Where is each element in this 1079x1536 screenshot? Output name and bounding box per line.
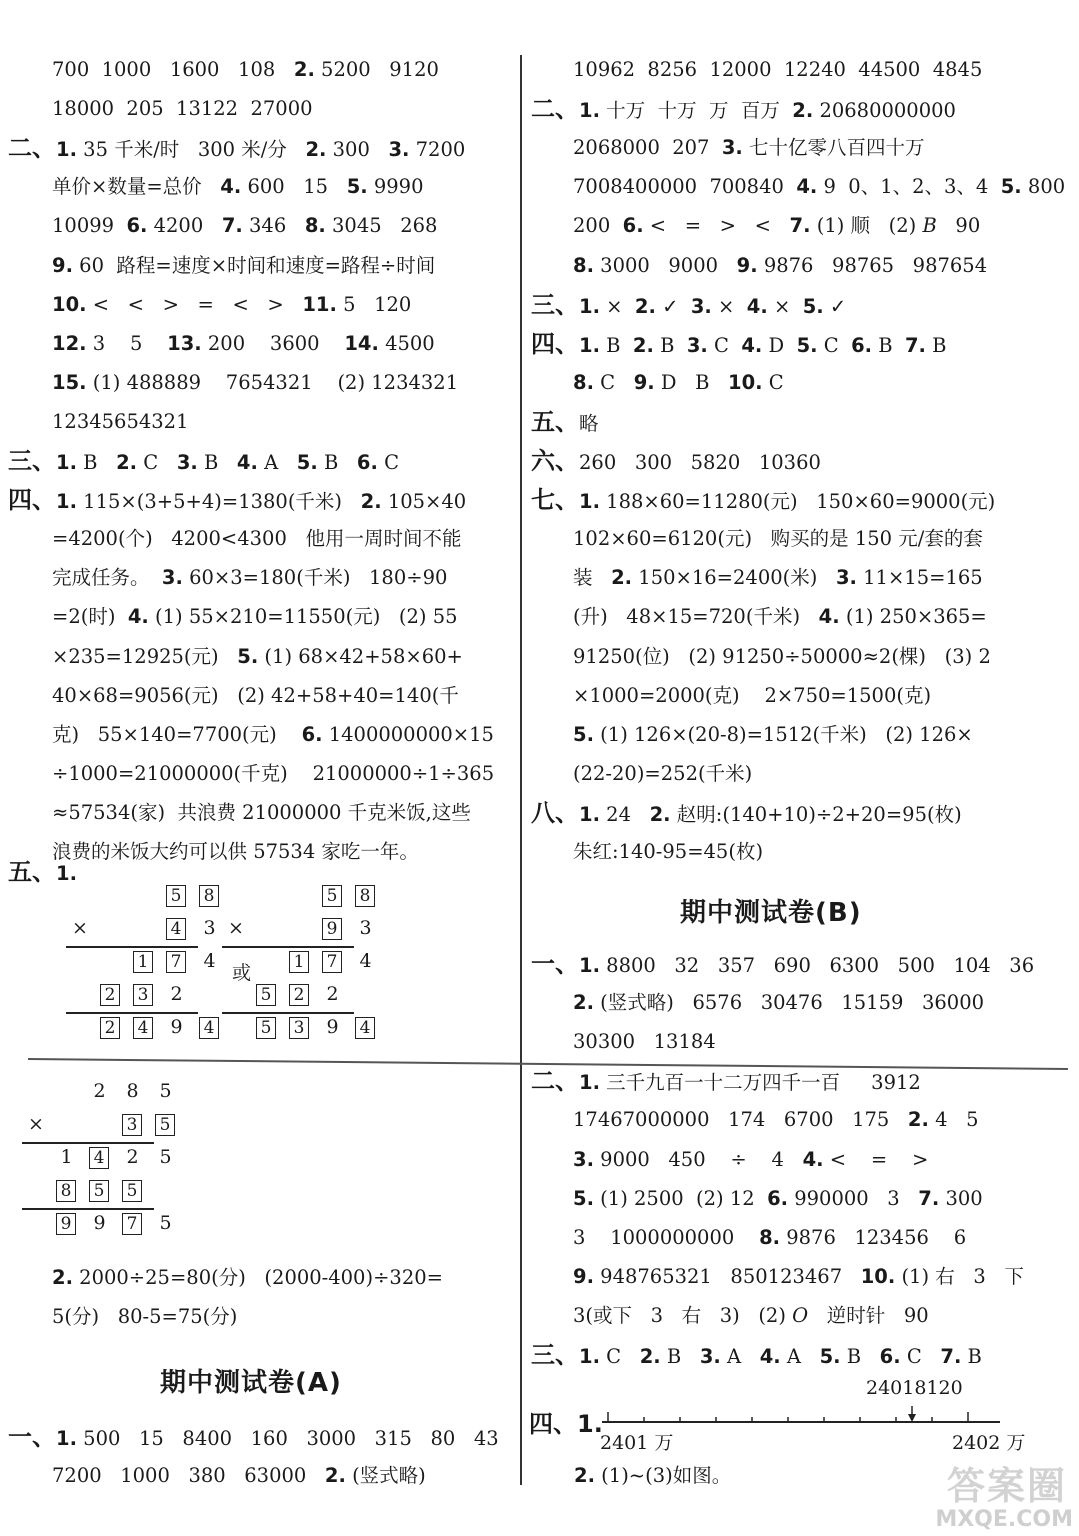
answer-line: 3(或下 3 右 3) (2) O 逆时针 90 [573, 1303, 929, 1327]
answer-box-digit: 3 [133, 983, 153, 1006]
multiplication-rule [222, 1012, 354, 1014]
answer-line: (升) 48×15=720(千米) 4. (1) 250×365= [573, 605, 987, 629]
answer-line: 完成任务。 3. 60×3=180(千米) 180÷90 [52, 566, 448, 590]
answer-box-digit: 4 [166, 917, 186, 940]
answer-box-digit: 9 [322, 917, 342, 940]
answer-box-digit: 7 [122, 1212, 142, 1235]
answer-box-digit: 2 [100, 1016, 120, 1039]
answer-box-digit: 4 [89, 1146, 109, 1169]
answer-line: ≈57534(家) 共浪费 21000000 千克米饭,这些 [52, 800, 471, 824]
answer-line: 三、1. × 2. ✓ 3. × 4. × 5. ✓ [531, 290, 847, 319]
answer-line: 一、1. 500 15 8400 160 3000 315 80 43 [8, 1423, 499, 1451]
watermark-logo: 答案圈 [946, 1464, 1067, 1508]
answer-line: ×1000=2000(克) 2×750=1500(克) [573, 683, 932, 707]
answer-line: 700 1000 1600 108 2. 5200 9120 [52, 58, 439, 81]
answer-box-digit: 4 [199, 1016, 219, 1039]
digit: 4 [203, 950, 216, 972]
answer-line: 六、260 300 5820 10360 [531, 447, 821, 475]
answer-line: 五、略 [531, 407, 599, 436]
digit: 9 [326, 1016, 339, 1038]
answer-line: 二、1. 35 千米/时 300 米/分 2. 300 3. 7200 [8, 134, 466, 163]
answer-box-digit: 5 [89, 1179, 109, 1202]
answer-line: 三、1. B 2. C 3. B 4. A 5. B 6. C [8, 447, 400, 475]
answer-line: 200 6. < = > < 7. (1) 顺 (2) B 90 [573, 214, 981, 238]
answer-line: 9. 60 路程=速度×时间和速度=路程÷时间 [52, 253, 436, 277]
answer-line: 15. (1) 488889 7654321 (2) 1234321 [52, 370, 459, 394]
number-line-right-label: 2402 万 [952, 1432, 1026, 1454]
answer-box-digit: 8 [199, 884, 219, 907]
number-line-section: 四、1. [529, 1410, 603, 1438]
answer-line: 朱红:140-95=45(枚) [573, 840, 764, 863]
answer-line: 四、1. 115×(3+5+4)=1380(千米) 2. 105×40 [8, 486, 467, 515]
answer-line: 8. 3000 9000 9. 9876 98765 987654 [573, 253, 988, 277]
answer-box-digit: 5 [166, 884, 186, 907]
digit: 3 [359, 917, 372, 939]
answer-box-digit: 9 [56, 1212, 76, 1235]
answer-line: 5(分) 80-5=75(分) [52, 1305, 238, 1328]
digit: 2 [126, 1146, 139, 1168]
digit: 9 [93, 1212, 106, 1234]
answer-line: 30300 13184 [573, 1030, 716, 1054]
answer-box-digit: 8 [56, 1179, 76, 1202]
answer-box-digit: 2 [100, 983, 120, 1006]
answer-box-digit: 1 [133, 950, 153, 973]
or-label: 或 [232, 962, 252, 984]
heading-midterm-a: 期中测试卷(A) [160, 1368, 342, 1398]
answer-line: =2(时) 4. (1) 55×210=11550(元) (2) 55 [52, 605, 458, 629]
digit: 2 [326, 983, 339, 1005]
answer-box-digit: 3 [122, 1113, 142, 1136]
answer-line: =4200(个) 4200<4300 他用一周时间不能 [52, 527, 462, 551]
answer-box-digit: 5 [256, 983, 276, 1006]
multiplication-rule [22, 1142, 154, 1144]
answer-line: 装 2. 150×16=2400(米) 3. 11×15=165 [573, 566, 983, 590]
answer-line-last: 2. (1)~(3)如图。 [574, 1464, 732, 1487]
answer-line: (22-20)=252(千米) [573, 761, 753, 785]
answer-line: 克) 55×140=7700(元) 6. 1400000000×15 [52, 722, 494, 746]
answer-box-digit: 5 [322, 884, 342, 907]
answer-line: 2. 2000÷25=80(分) (2000-400)÷320= [52, 1266, 443, 1289]
digit: 9 [170, 1016, 183, 1038]
answer-line: 10. < < > = < > 11. 5 120 [52, 292, 412, 316]
answer-line: 3 1000000000 8. 9876 123456 6 [573, 1225, 967, 1249]
times-sign: × [72, 917, 88, 939]
times-sign: × [228, 917, 244, 939]
digit: 2 [93, 1080, 106, 1102]
answer-line: 2068000 207 3. 七十亿零八百四十万 [573, 136, 925, 160]
answer-line: 18000 205 13122 27000 [52, 97, 313, 121]
digit: 1 [60, 1146, 73, 1168]
answer-line: 八、1. 24 2. 赵明:(140+10)÷2+20=95(枚) [531, 798, 962, 827]
answer-line: 5. (1) 2500 (2) 12 6. 990000 3 7. 300 [573, 1186, 983, 1210]
answer-line: 40×68=9056(元) (2) 42+58+40=140(千 [52, 683, 459, 707]
answer-line: 四、1. B 2. B 3. C 4. D 5. C 6. B 7. B [531, 329, 947, 358]
answer-line: 17467000000 174 6700 175 2. 4 5 [573, 1108, 979, 1132]
watermark-text: MXQE.COM [935, 1507, 1073, 1532]
answer-line: ×235=12925(元) 5. (1) 68×42+58×60+ [52, 644, 463, 668]
answer-box-digit: 7 [166, 950, 186, 973]
answer-box-digit: 4 [355, 1016, 375, 1039]
answer-line: 七、1. 188×60=11280(元) 150×60=9000(元) [531, 486, 996, 515]
answer-line: 浪费的米饭大约可以供 57534 家吃一年。 [52, 840, 419, 863]
column-divider [520, 55, 522, 1485]
multiplication-rule [22, 1208, 154, 1210]
answer-line: 单价×数量=总价 4. 600 15 5. 9990 [52, 175, 424, 199]
answer-line: 二、1. 十万 十万 万 百万 2. 20680000000 [531, 95, 956, 124]
answer-line: 12345654321 [52, 409, 189, 433]
digit: 8 [126, 1080, 139, 1102]
answer-line: 7008400000 700840 4. 9 0、1、2、3、4 5. 800 [573, 175, 1066, 199]
answer-line: 7200 1000 380 63000 2. (竖式略) [52, 1464, 426, 1487]
answer-line: 10099 6. 4200 7. 346 8. 3045 268 [52, 214, 438, 238]
multiplication-rule [66, 946, 198, 948]
answer-line: 三、1. C 2. B 3. A 4. A 5. B 6. C 7. B [531, 1341, 982, 1369]
number-line-left-label: 2401 万 [600, 1432, 674, 1454]
answer-box-digit: 5 [155, 1113, 175, 1136]
answer-line: 102×60=6120(元) 购买的是 150 元/套的套 [573, 527, 983, 551]
answer-box-digit: 7 [322, 950, 342, 973]
multiplication-rule [66, 1012, 198, 1014]
digit: 3 [203, 917, 216, 939]
digit: 5 [159, 1146, 172, 1168]
answer-box-digit: 2 [289, 983, 309, 1006]
digit: 4 [359, 950, 372, 972]
answer-line: 5. (1) 126×(20-8)=1512(千米) (2) 126× [573, 722, 973, 746]
answer-box-digit: 3 [289, 1016, 309, 1039]
digit: 5 [159, 1212, 172, 1234]
answer-line: 8. C 9. D B 10. C [573, 370, 784, 394]
answer-line: 12. 3 5 13. 200 3600 14. 4500 [52, 331, 435, 355]
answer-line: 10962 8256 12000 12240 44500 4845 [573, 58, 983, 81]
section-five-label: 五、1. [8, 858, 77, 886]
answer-line: 一、1. 8800 32 357 690 6300 500 104 36 [531, 950, 1035, 978]
answer-line: 2. (竖式略) 6576 30476 15159 36000 [573, 991, 985, 1015]
answer-line: 二、1. 三千九百一十二万四千一百 3912 [531, 1067, 921, 1096]
answer-line: 9. 948765321 850123467 10. (1) 右 3 下 [573, 1264, 1024, 1288]
number-line-top-label: 24018120 [866, 1377, 963, 1399]
digit: 5 [159, 1080, 172, 1102]
heading-midterm-b: 期中测试卷(B) [680, 898, 862, 928]
answer-box-digit: 8 [355, 884, 375, 907]
times-sign: × [28, 1113, 44, 1135]
answer-line: 91250(位) (2) 91250÷50000≈2(棵) (3) 2 [573, 644, 991, 668]
answer-box-digit: 1 [289, 950, 309, 973]
answer-line: ÷1000=21000000(千克) 21000000÷1÷365 [52, 761, 495, 785]
answer-line: 3. 9000 450 ÷ 4 4. < = > [573, 1147, 929, 1171]
answer-box-digit: 4 [133, 1016, 153, 1039]
multiplication-rule [222, 946, 354, 948]
answer-box-digit: 5 [256, 1016, 276, 1039]
answer-box-digit: 5 [122, 1179, 142, 1202]
digit: 2 [170, 983, 183, 1005]
